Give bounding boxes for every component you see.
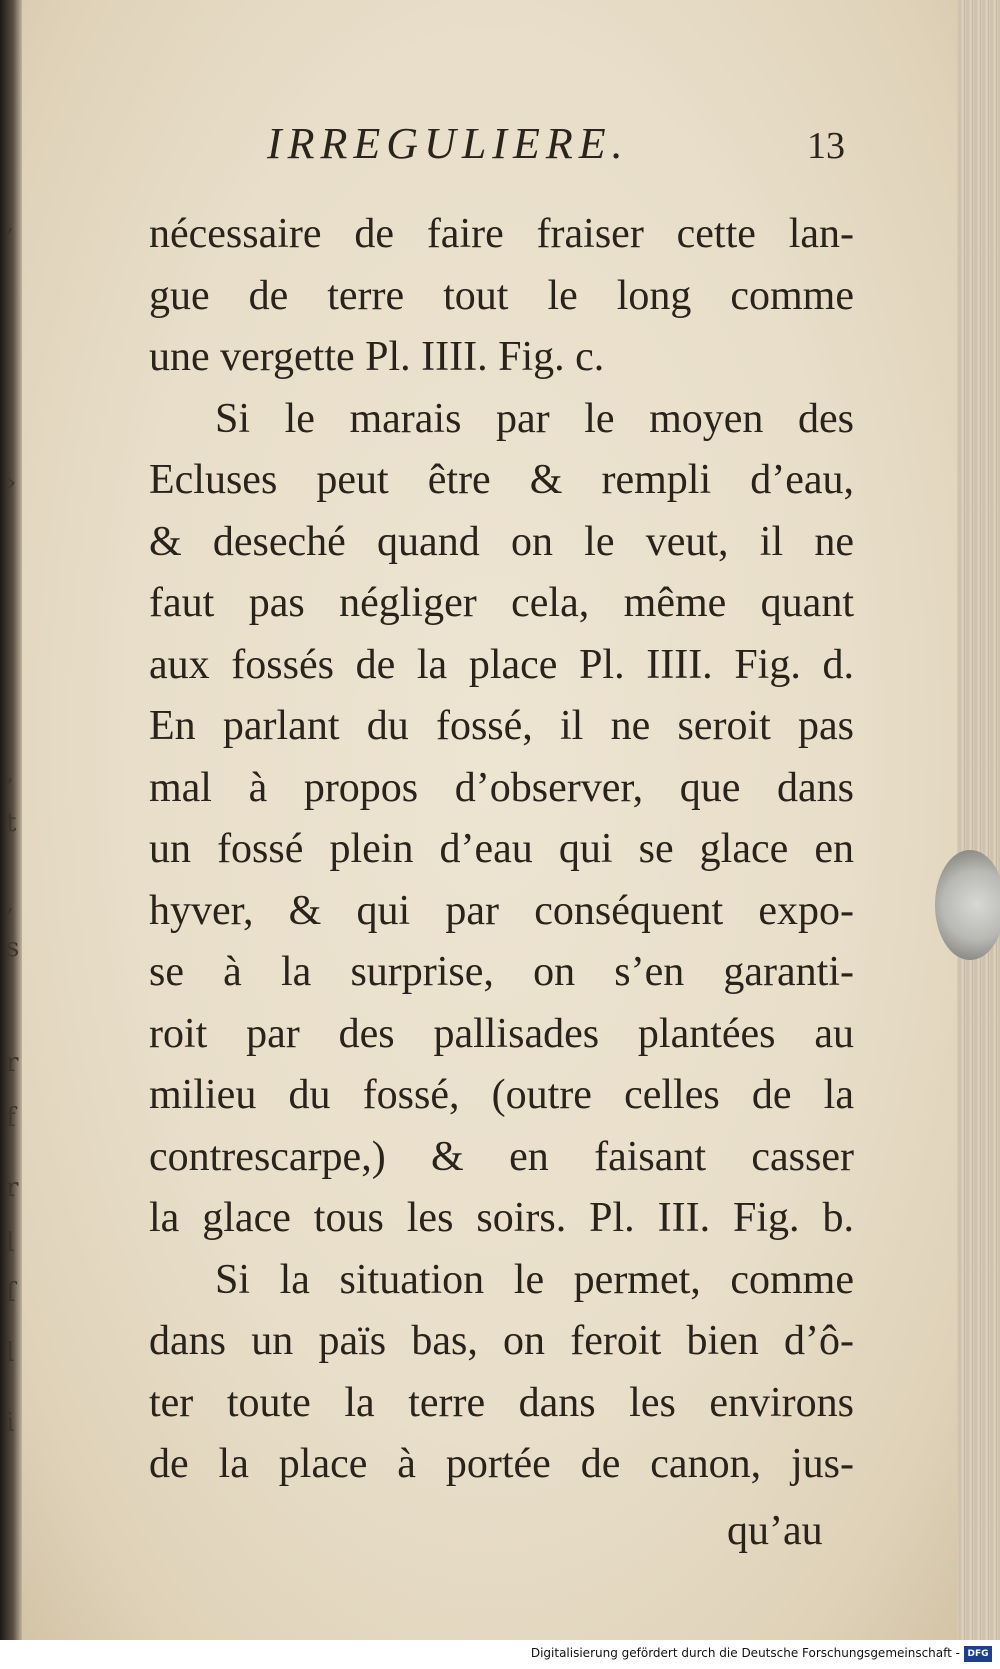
text-line: se à la surprise, on s’en garanti- xyxy=(149,949,854,995)
funding-notice: Digitalisierung gefördert durch die Deutsche Forschungsgemeinschaft - xyxy=(530,1646,960,1660)
dfg-logo-icon: DFG xyxy=(964,1646,992,1662)
text-line: un fossé plein d’eau qui se glace en xyxy=(149,826,854,872)
page-header xyxy=(267,118,867,178)
text-line: nécessaire de faire fraiser cette lan- xyxy=(149,211,854,257)
text-line: de la place à portée de canon, jus- xyxy=(149,1441,854,1487)
body-text xyxy=(149,204,854,1496)
text-line: Si le marais par le moyen des xyxy=(215,395,854,442)
text-line: Si la situation le permet, comme xyxy=(215,1256,854,1303)
text-line: hyver, & qui par conséquent expo- xyxy=(149,887,854,934)
text-line: la glace tous les soirs. Pl. III. Fig. b. xyxy=(149,1195,854,1241)
page-stack-edges xyxy=(957,0,1000,1640)
text-line: contrescarpe,) & en faisant casser xyxy=(149,1133,854,1180)
facing-page-margin-marks: , › , t , s r f r l ſ l i xyxy=(6,208,20,1438)
text-line: mal à propos d’observer, que dans xyxy=(149,764,854,811)
catchword: qu’au xyxy=(727,1508,823,1554)
text-line: En parlant du fossé, il ne seroit pas xyxy=(149,703,854,749)
book-clip xyxy=(935,850,1000,960)
page-number: 13 xyxy=(807,125,845,167)
running-title: IRREGULIERE. xyxy=(267,119,629,168)
text-line: faut pas négliger cela, même quant xyxy=(149,580,854,626)
text-line: gue de terre tout le long comme xyxy=(149,272,854,319)
book-page xyxy=(22,0,959,1640)
text-line: & deseché quand on le veut, il ne xyxy=(149,518,854,565)
text-line: ter toute la terre dans les environs xyxy=(149,1379,854,1426)
text-line: une vergette Pl. IIII. Fig. c. xyxy=(149,334,605,380)
text-line: roit par des pallisades plantées au xyxy=(149,1010,854,1057)
text-line: Ecluses peut être & rempli d’eau, xyxy=(149,457,854,503)
text-line: aux fossés de la place Pl. IIII. Fig. d. xyxy=(149,641,854,688)
text-line: milieu du fossé, (outre celles de la xyxy=(149,1072,854,1118)
digitization-footer xyxy=(0,1640,1000,1669)
text-line: dans un païs bas, on feroit bien d’ô- xyxy=(149,1318,854,1364)
